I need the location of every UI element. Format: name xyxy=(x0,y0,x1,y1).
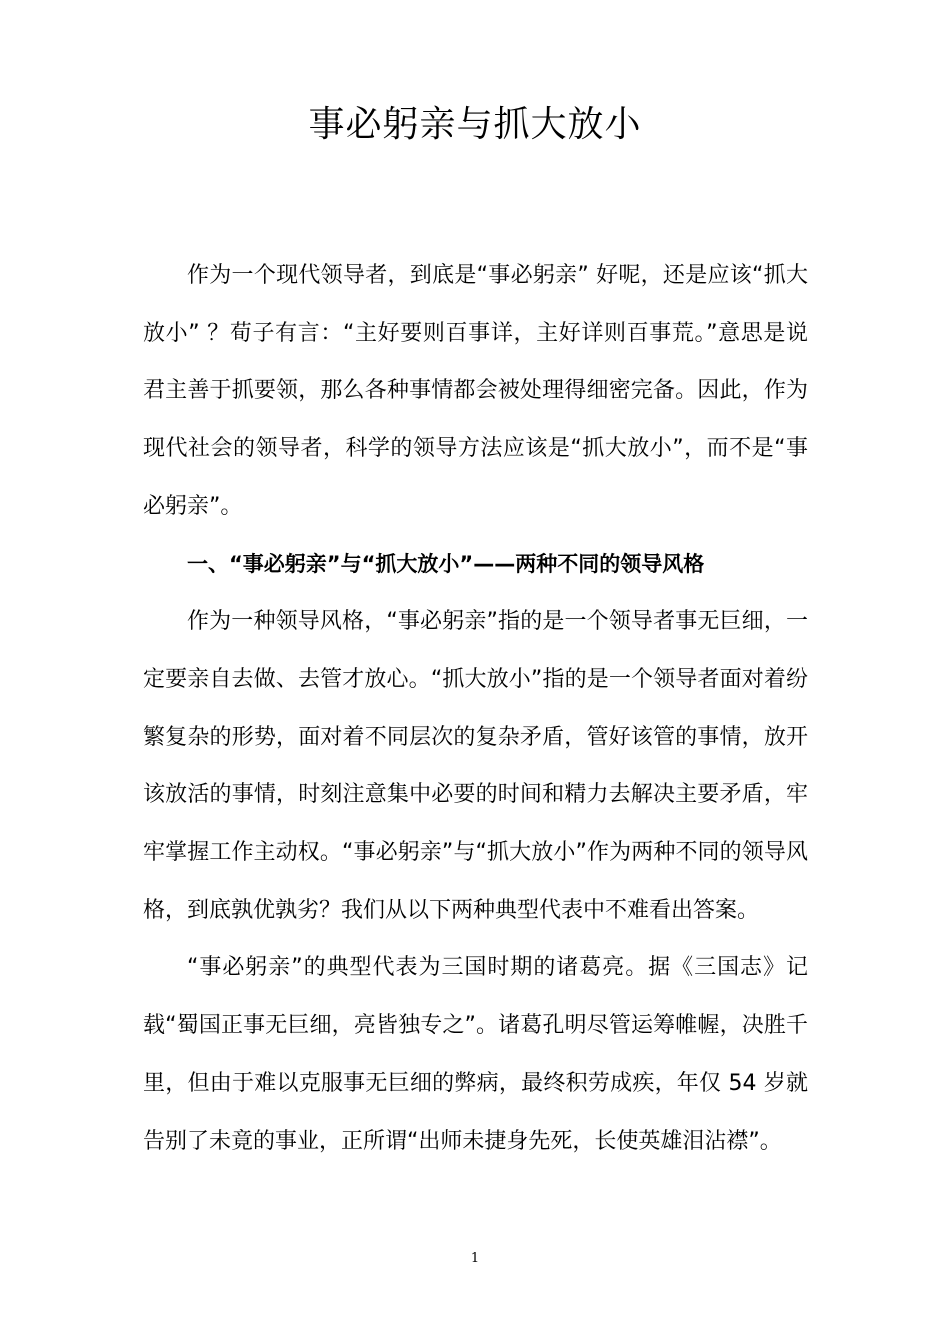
paragraph-leadership-styles: 作为一种领导风格，“事必躬亲”指的是一个领导者事无巨细，一定要亲自去做、去管才放心。“抓大放小”指的是一个领导者面对着纷繁复杂的形势，面对着不同层次的复杂矛盾，管好该管的事情，放开该放活的事情，时刻注意集中必要的时间和精力去解决主要矛盾，牢牢掌握工作主动权。“事必躬亲”与“抓大放小”作为两种不同的领导风格，到底孰优孰劣？我们从以下两种典型代表中不难看出答案。 xyxy=(143,609,808,923)
document-title: 事必躬亲与抓大放小 xyxy=(308,104,642,145)
page-number: 1 xyxy=(470,1251,480,1266)
paragraph-intro: 作为一个现代领导者，到底是“事必躬亲” 好呢，还是应该“抓大放小” ？荀子有言：“主好要则百事详，主好详则百事荒。”意思是说君主善于抓要领，那么各种事情都会被处理得细密完备。因此，作为现代社会的领导者，科学的领导方法应该是“抓大放小”，而不是“事必躬亲”。 xyxy=(143,263,808,519)
section-heading-1: 一、“事必躬亲”与“抓大放小”——两种不同的领导风格 xyxy=(187,551,705,576)
document-body xyxy=(143,247,808,1170)
paragraph-zhuge-liang: “事必躬亲”的典型代表为三国时期的诸葛亮。据《三国志》记载“蜀国正事无巨细，亮皆独专之”。诸葛孔明尽管运筹帷幄，决胜千里，但由于难以克服事无巨细的弊病，最终积劳成疾，年仅 54 岁就告别了未竟的事业，正所谓“出师未捷身先死，长使英雄泪沾襟”。 xyxy=(143,955,808,1154)
